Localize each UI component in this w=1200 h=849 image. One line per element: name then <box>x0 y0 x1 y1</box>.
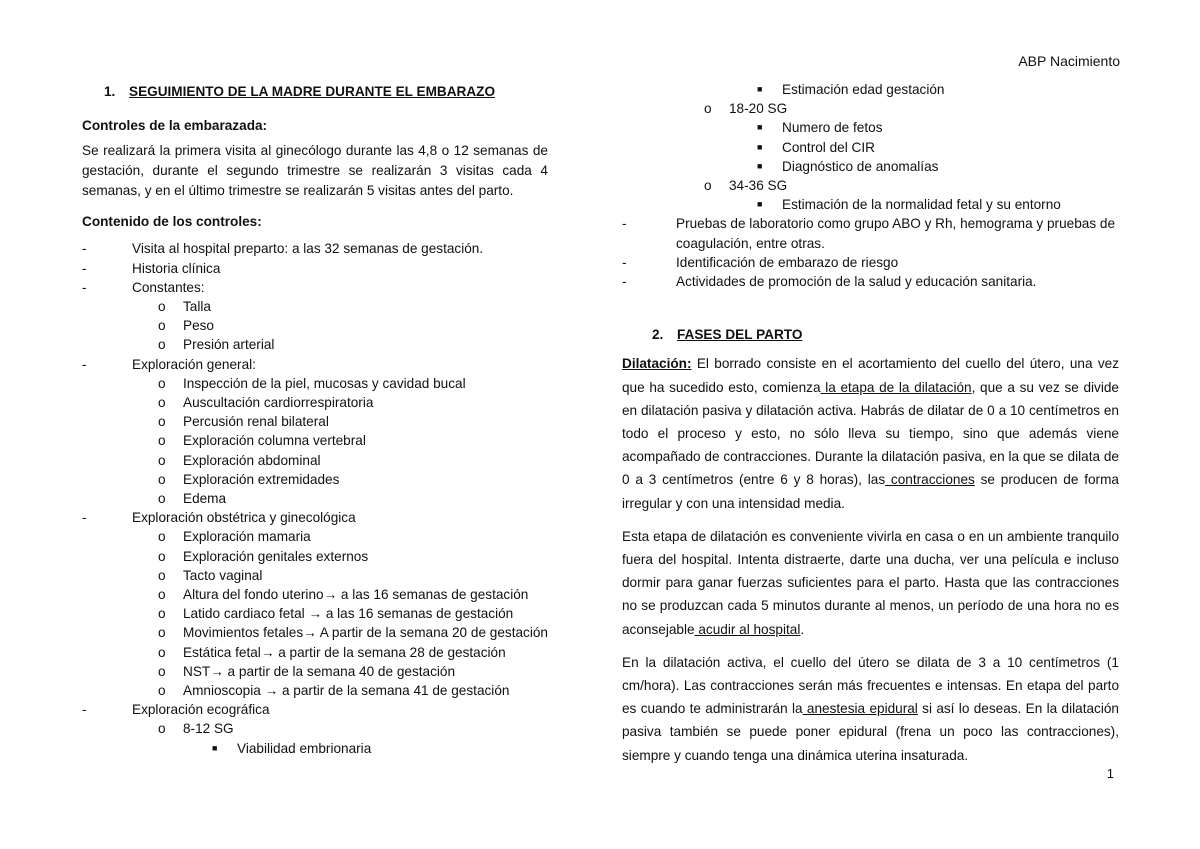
section-1-heading <box>82 82 548 101</box>
right-column <box>622 80 1119 777</box>
list-item: o Exploración columna vertebral <box>82 431 548 450</box>
list-item: ■ Estimación edad gestación <box>622 80 1119 99</box>
list-item: ■ Viabilidad embrionaria <box>82 739 548 758</box>
list-item: o 18-20 SG <box>622 99 1119 118</box>
list-item: o Percusión renal bilateral <box>82 412 548 431</box>
circle-bullet: o <box>158 529 166 545</box>
list-item: - Exploración ecográfica <box>82 700 548 719</box>
circle-bullet: o <box>158 721 166 737</box>
list-item: o Altura del fondo uterino→ a las 16 semanas de gestación <box>82 585 548 604</box>
list-item: ■ Numero de fetos <box>622 118 1119 137</box>
circle-bullet: o <box>704 101 712 117</box>
list-item: o Estática fetal→ a partir de la semana 28 de gestación <box>82 643 548 662</box>
list-item: - Constantes: <box>82 278 548 297</box>
square-bullet: ■ <box>757 84 763 94</box>
list-item: o Exploración genitales externos <box>82 547 548 566</box>
dash-bullet: - <box>622 274 627 290</box>
list-item: - Actividades de promoción de la salud y educación sanitaria. <box>622 272 1119 291</box>
list-item: o Exploración mamaria <box>82 527 548 546</box>
dash-bullet: - <box>82 260 87 276</box>
left-column <box>82 80 548 758</box>
circle-bullet: o <box>158 452 166 468</box>
list-item: o Peso <box>82 316 548 335</box>
square-bullet: ■ <box>757 141 763 152</box>
circle-bullet: o <box>158 433 166 449</box>
list-item: o Auscultación cardiorrespiratoria <box>82 393 548 412</box>
circle-bullet: o <box>158 625 166 641</box>
circle-bullet: o <box>158 683 166 699</box>
circle-bullet: o <box>158 318 166 334</box>
list-item: - Historia clínica <box>82 259 548 278</box>
controles-list-continued <box>622 80 1119 291</box>
spacer <box>622 291 1119 325</box>
page-number: 1 <box>1106 766 1114 781</box>
circle-bullet: o <box>158 663 166 679</box>
square-bullet: ■ <box>212 742 218 753</box>
dash-bullet: - <box>82 279 87 295</box>
dilatacion-paragraph: Dilatación: El borrado consiste en el acortamiento del cuello del útero, una vez que ha sucedido esto, comienza la etapa de la dilatación, que a su vez se divide en dilatación pasiva y dilatación activa. Habrás de dilatar de 0 a 10 centímetros en todo el proceso y esto, no sólo lleva su tiempo, sino que además viene acompañado de contracciones. Durante la dilatación pasiva, en la que se dilata de 0 a 3 centímetros (entre 6 y 8 horas), las contracciones se producen de forma irregular y con una intensidad media. <box>622 356 1119 511</box>
circle-bullet: o <box>158 491 166 507</box>
circle-bullet: o <box>158 414 166 430</box>
list-item: ■ Estimación de la normalidad fetal y su entorno <box>622 195 1119 214</box>
circle-bullet: o <box>158 548 166 564</box>
list-item: o Exploración extremidades <box>82 470 548 489</box>
square-bullet: ■ <box>757 199 763 210</box>
square-bullet: ■ <box>757 160 763 171</box>
list-item: o Inspección de la piel, mucosas y cavidad bucal <box>82 374 548 393</box>
controles-paragraph: Se realizará la primera visita al ginecólogo durante las 4,8 o 12 semanas de gestación, durante el segundo trimestre se realizarán 3 visitas cada 4 semanas, y en el último trimestre se realizarán 5 visitas antes del parto. <box>82 143 548 198</box>
list-item: o Presión arterial <box>82 335 548 354</box>
list-item: - Exploración general: <box>82 355 548 374</box>
controles-heading: Controles de la embarazada: <box>82 118 268 134</box>
list-item: o Exploración abdominal <box>82 451 548 470</box>
section-1-number: 1. <box>104 84 116 99</box>
circle-bullet: o <box>158 471 166 487</box>
circle-bullet: o <box>158 337 166 353</box>
list-item: o NST→ a partir de la semana 40 de gestación <box>82 662 548 681</box>
circle-bullet: o <box>704 178 712 194</box>
circle-bullet: o <box>158 395 166 411</box>
fases-body <box>622 352 1119 766</box>
circle-bullet: o <box>158 587 166 603</box>
dash-bullet: - <box>82 356 87 372</box>
dash-bullet: - <box>82 702 87 718</box>
list-item: o Edema <box>82 489 548 508</box>
dilatacion-activa-paragraph: En la dilatación activa, el cuello del útero se dilata de 3 a 10 centímetros (1 cm/hora). Las contracciones serán más frecuentes e intensas. En etapa del parto es cuando te administrarán la anestesia epidural si así lo deseas. En la dilatación pasiva también se puede poner epidural (frena un poco las contracciones), siempre y cuando tenga una dinámica uterina insaturada. <box>622 654 1119 763</box>
circle-bullet: o <box>158 299 166 314</box>
contenido-heading: Contenido de los controles: <box>82 214 262 230</box>
dash-bullet: - <box>622 254 627 270</box>
circle-bullet: o <box>158 606 166 622</box>
list-item: o Tacto vaginal <box>82 566 548 585</box>
circle-bullet: o <box>158 567 166 583</box>
circle-bullet: o <box>158 644 166 660</box>
circle-bullet: o <box>158 375 166 391</box>
list-item: o Talla <box>82 297 548 316</box>
dash-bullet: - <box>82 510 87 526</box>
list-item: o 34-36 SG <box>622 176 1119 195</box>
list-item: o Amnioscopia → a partir de la semana 41 de gestación <box>82 681 548 700</box>
section-1-title: SEGUIMIENTO DE LA MADRE DURANTE EL EMBARAZO <box>129 84 496 99</box>
section-2-heading <box>628 325 1119 344</box>
controles-list <box>82 239 548 757</box>
square-bullet: ■ <box>757 122 763 133</box>
etapa-paragraph: Esta etapa de dilatación es conveniente vivirla en casa o en un ambiente tranquilo fuera del hospital. Intenta distraerte, darte una ducha, ver una película e incluso dormir para ganar fuerzas suficientes para el parto. Hasta que las contracciones no se produzcan cada 5 minutos durante al menos, un período de una hora no es aconsejable acudir al hospital. <box>622 528 1119 637</box>
list-item: - Exploración obstétrica y ginecológica <box>82 508 548 527</box>
dilatacion-label: Dilatación: <box>622 356 692 372</box>
list-item: - Identificación de embarazo de riesgo <box>622 253 1119 272</box>
list-item: o 8-12 SG <box>82 719 548 738</box>
page-header: ABP Nacimiento <box>1018 53 1120 69</box>
section-2-number: 2. <box>652 327 664 343</box>
dash-bullet: - <box>622 216 627 232</box>
list-item: ■ Control del CIR <box>622 138 1119 157</box>
list-item: o Latido cardiaco fetal → a las 16 semanas de gestación <box>82 604 548 623</box>
dash-bullet: - <box>82 241 87 257</box>
list-item: - Pruebas de laboratorio como grupo ABO y Rh, hemograma y pruebas de coagulación, entre otras. <box>622 216 1116 251</box>
list-item: ■ Diagnóstico de anomalías <box>622 157 1119 176</box>
list-item: - Visita al hospital preparto: a las 32 semanas de gestación. <box>82 239 548 258</box>
section-2-title: FASES DEL PARTO <box>677 327 803 343</box>
list-item: o Movimientos fetales→ A partir de la semana 20 de gestación <box>82 623 548 642</box>
